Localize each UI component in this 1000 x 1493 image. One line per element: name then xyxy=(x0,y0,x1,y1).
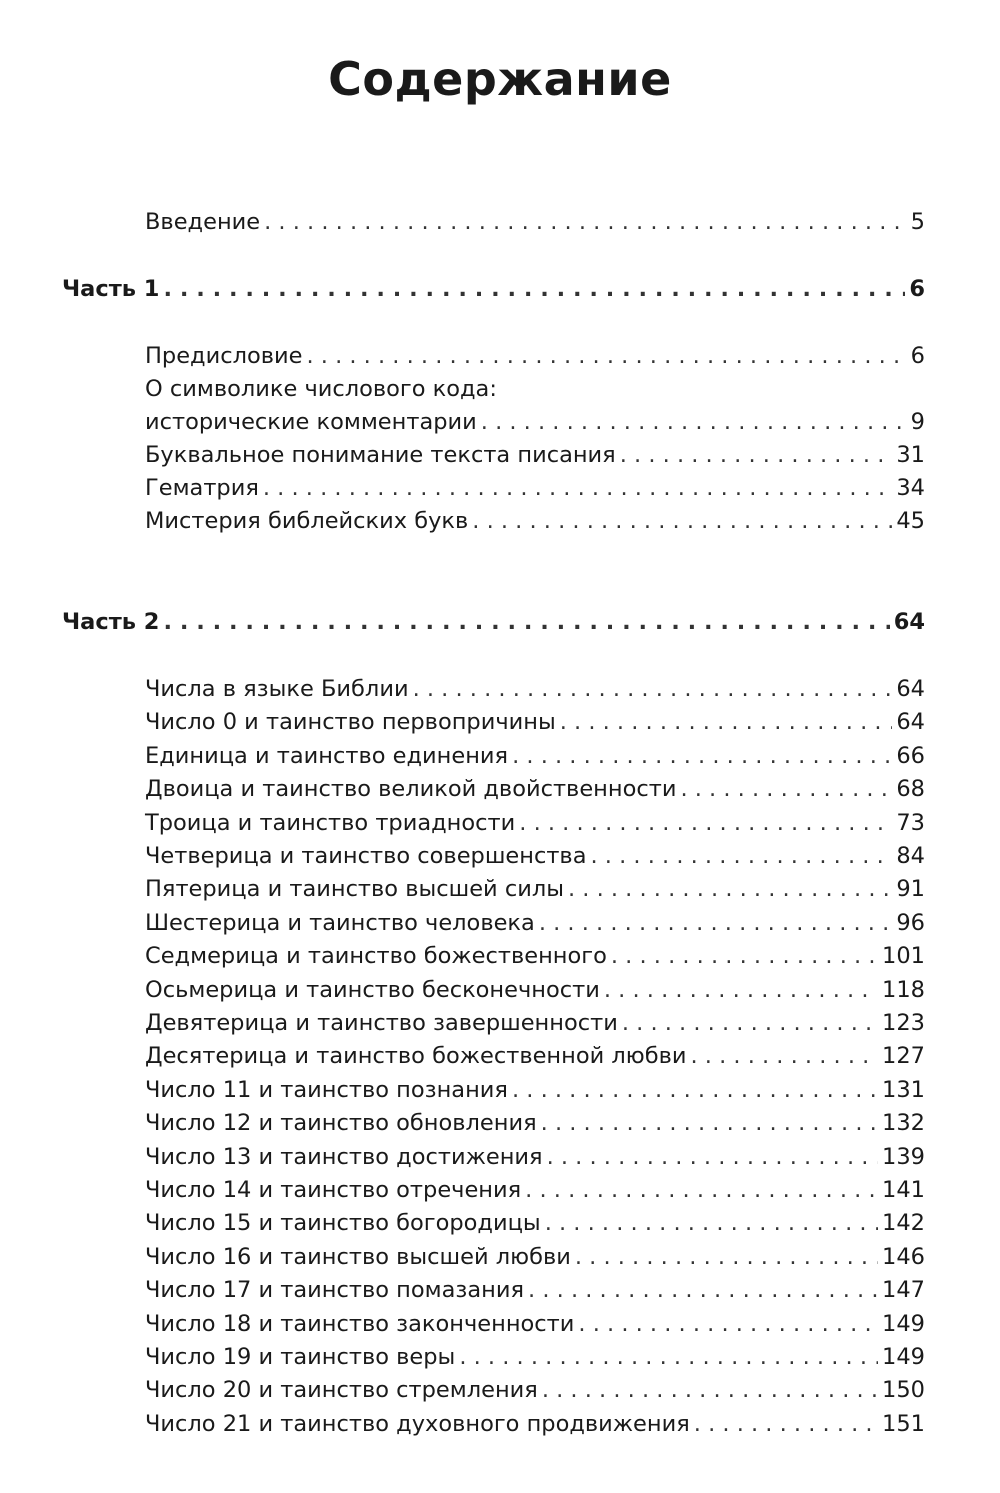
toc-entry-page: 5 xyxy=(910,209,925,235)
toc-entry[interactable] xyxy=(145,340,925,373)
toc-entry-label: Число 13 и таинство достижения xyxy=(145,1143,543,1170)
toc-entry[interactable] xyxy=(145,1341,925,1374)
dot-leader xyxy=(622,1007,878,1040)
toc-entry-label: Число 17 и таинство помазания xyxy=(145,1277,525,1304)
toc-entry-label: Число 12 и таинство обновления xyxy=(145,1110,537,1137)
toc-entry-label: Число 21 и таинство духовного продвижения xyxy=(145,1410,690,1437)
toc-entry-label: Число 0 и таинство первопричины xyxy=(145,709,556,736)
toc-entry-page: 150 xyxy=(882,1377,925,1404)
dot-leader xyxy=(512,1074,878,1107)
toc-entry-page: 9 xyxy=(910,409,925,435)
dot-leader xyxy=(512,740,892,773)
dot-leader xyxy=(163,273,905,306)
toc-entry[interactable] xyxy=(145,706,925,739)
dot-leader xyxy=(263,472,892,505)
dot-leader xyxy=(680,773,892,806)
toc-entry-label: Число 18 и таинство законченности xyxy=(145,1310,575,1337)
dot-leader xyxy=(620,439,893,472)
toc-entry-page: 45 xyxy=(896,508,925,534)
toc-entry-page: 68 xyxy=(896,776,925,803)
dot-leader xyxy=(690,1040,878,1073)
toc-entry-page: 34 xyxy=(896,475,925,501)
toc-entry-page: 142 xyxy=(882,1210,925,1237)
toc-entry[interactable] xyxy=(145,773,925,806)
toc-entry-label: Числа в языке Библии xyxy=(145,676,409,702)
toc-entry[interactable] xyxy=(145,439,925,472)
toc-entry[interactable] xyxy=(145,373,925,406)
toc-entry-label: Буквальное понимание текста писания xyxy=(145,442,616,468)
toc-entry-page: 73 xyxy=(896,809,925,836)
toc-entry[interactable] xyxy=(145,907,925,940)
toc-entry-label: Число 15 и таинство богородицы xyxy=(145,1210,541,1237)
toc-entry[interactable] xyxy=(145,740,925,773)
toc-entry-page: 132 xyxy=(882,1110,925,1137)
dot-leader xyxy=(611,940,878,973)
dot-leader xyxy=(459,1341,878,1374)
toc-entry-label: Число 19 и таинство веры xyxy=(145,1344,456,1370)
toc-entry[interactable] xyxy=(145,840,925,873)
toc-entry-page: 31 xyxy=(896,442,925,468)
toc-entry[interactable] xyxy=(145,1308,925,1341)
toc-entry-label: Число 20 и таинство стремления xyxy=(145,1377,538,1404)
toc-entry-label: Мистерия библейских букв xyxy=(145,508,469,534)
toc-entry-label: Число 16 и таинство высшей любви xyxy=(145,1243,571,1270)
dot-leader xyxy=(306,340,906,373)
dot-leader xyxy=(568,873,892,906)
toc-entry[interactable] xyxy=(145,505,925,538)
toc-entry-label: Гематрия xyxy=(145,475,259,501)
toc-entry-page: 149 xyxy=(882,1344,925,1370)
toc-entry-label: Седмерица и таинство божественного xyxy=(145,943,607,970)
page-title: Содержание xyxy=(328,52,672,106)
toc-entry-label: исторические комментарии xyxy=(145,409,477,435)
dot-leader xyxy=(604,974,878,1007)
toc-part-2[interactable] xyxy=(62,606,925,639)
toc-entry-label: Десятерица и таинство божественной любви xyxy=(145,1043,687,1070)
toc-entry-page: 6 xyxy=(910,343,925,369)
toc-entry[interactable] xyxy=(145,1007,925,1040)
toc-entry-label: Предисловие xyxy=(145,343,303,369)
toc-entry-page: 123 xyxy=(882,1010,925,1036)
toc-entry-intro[interactable] xyxy=(145,206,925,239)
toc-entry-page: 91 xyxy=(896,876,925,903)
toc-part-label: Часть 1 xyxy=(62,276,160,302)
toc-entry[interactable] xyxy=(145,1274,925,1307)
toc-entry[interactable] xyxy=(145,1374,925,1407)
toc-entry-label: Число 11 и таинство познания xyxy=(145,1076,508,1103)
dot-leader xyxy=(539,907,893,940)
dot-leader xyxy=(547,1141,878,1174)
toc-entry-label: Четверица и таинство совершенства xyxy=(145,843,587,869)
toc-entry-label: Введение xyxy=(145,209,261,235)
dot-leader xyxy=(541,1107,878,1140)
toc-entry-page: 149 xyxy=(882,1310,925,1337)
toc-entry-label: Шестерица и таинство человека xyxy=(145,909,535,936)
toc-entry[interactable] xyxy=(145,1207,925,1240)
toc-entry-label: Двоица и таинство великой двойственности xyxy=(145,776,677,803)
toc-entry[interactable] xyxy=(145,1074,925,1107)
dot-leader xyxy=(528,1274,878,1307)
toc-entry[interactable] xyxy=(145,406,925,439)
toc-entry-page: 141 xyxy=(882,1177,925,1203)
toc-entry[interactable] xyxy=(145,940,925,973)
toc-entry-page: 101 xyxy=(882,943,925,970)
toc-entry-label: Число 14 и таинство отречения xyxy=(145,1177,522,1203)
toc-entry-page: 146 xyxy=(882,1243,925,1270)
toc-entry-label: О символике числового кода: xyxy=(145,376,497,402)
dot-leader xyxy=(163,606,889,639)
dot-leader xyxy=(519,807,892,840)
dot-leader xyxy=(694,1408,878,1441)
dot-leader xyxy=(413,673,893,706)
toc-entry-label: Пятерица и таинство высшей силы xyxy=(145,876,564,903)
dot-leader xyxy=(525,1174,878,1207)
toc-part-page: 64 xyxy=(893,609,925,635)
toc-entry[interactable] xyxy=(145,1107,925,1140)
toc-entry[interactable] xyxy=(145,807,925,840)
toc-entry[interactable] xyxy=(145,1040,925,1073)
toc-part-1[interactable] xyxy=(62,273,925,306)
toc-entry-page: 64 xyxy=(896,709,925,736)
dot-leader xyxy=(264,206,907,239)
toc-entry[interactable] xyxy=(145,873,925,906)
dot-leader xyxy=(472,505,892,538)
toc-entry-page: 118 xyxy=(882,976,925,1003)
toc-entry-page: 84 xyxy=(896,843,925,869)
toc-entry-page: 96 xyxy=(896,909,925,936)
dot-leader xyxy=(578,1308,878,1341)
toc-entry-label: Осьмерица и таинство бесконечности xyxy=(145,976,600,1003)
toc-entry-page: 127 xyxy=(882,1043,925,1070)
toc-entry[interactable] xyxy=(145,1174,925,1207)
toc-part-label: Часть 2 xyxy=(62,609,160,635)
toc-entry[interactable] xyxy=(145,1141,925,1174)
dot-leader xyxy=(481,406,907,439)
dot-leader xyxy=(542,1374,878,1407)
toc-entry-label: Единица и таинство единения xyxy=(145,742,509,769)
dot-leader xyxy=(545,1207,878,1240)
toc-part-page: 6 xyxy=(909,276,925,302)
toc-entry[interactable] xyxy=(145,1241,925,1274)
toc-entry-page: 147 xyxy=(882,1277,925,1304)
toc-entry-page: 66 xyxy=(896,742,925,769)
toc-entry-label: Девятерица и таинство завершенности xyxy=(145,1010,618,1036)
dot-leader xyxy=(591,840,893,873)
toc-entry[interactable] xyxy=(145,472,925,505)
dot-leader xyxy=(560,706,893,739)
toc-entry[interactable] xyxy=(145,974,925,1007)
dot-leader xyxy=(575,1241,878,1274)
toc-entry-page: 151 xyxy=(882,1410,925,1437)
toc-entry-page: 64 xyxy=(896,676,925,702)
toc-entry-page: 139 xyxy=(882,1143,925,1170)
toc-entry-page: 131 xyxy=(882,1076,925,1103)
toc-entry[interactable] xyxy=(145,673,925,706)
toc-entry[interactable] xyxy=(145,1408,925,1441)
toc-entry-label: Троица и таинство триадности xyxy=(145,809,516,836)
